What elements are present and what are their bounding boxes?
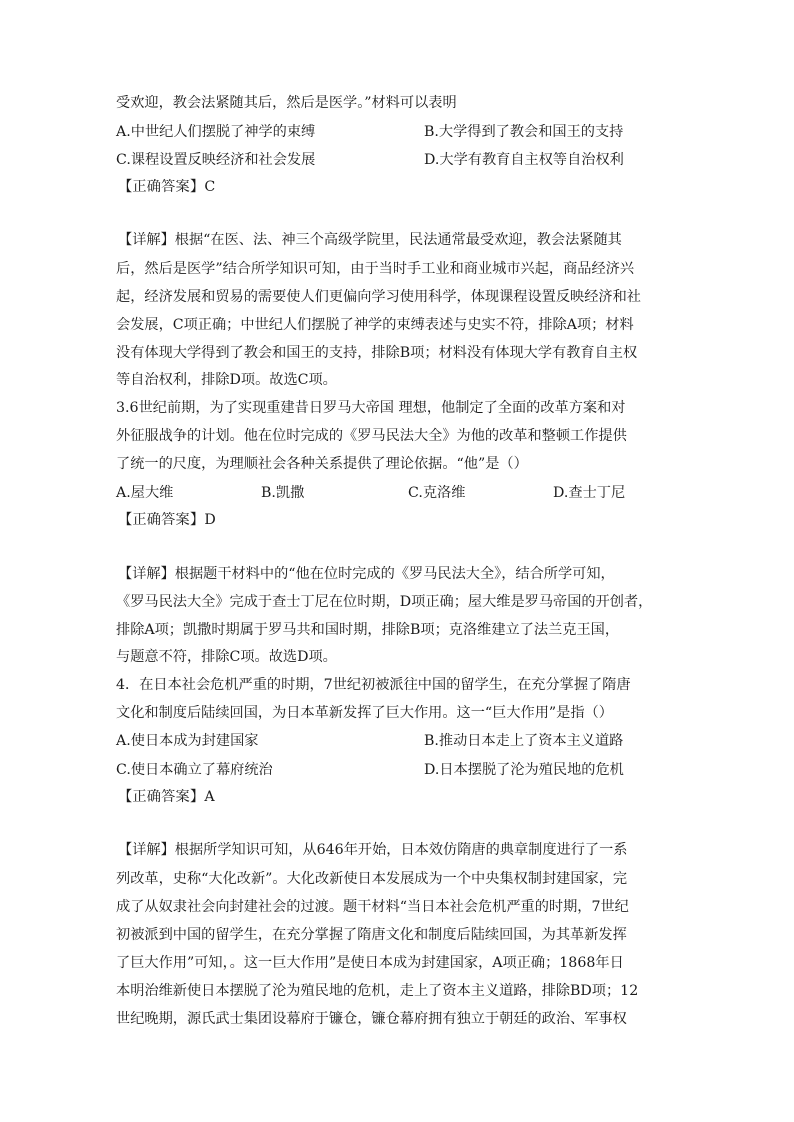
q4-option-a[interactable]: A.使日本成为封建国家 (116, 733, 259, 749)
q4-explanation-line: 列改革，史称“大化改新”。大化改新使日本发展成为一个中央集权制封建国家，完 (116, 871, 628, 887)
q2-explanation-line: 没有体现大学得到了教会和国王的支持，排除B项；材料没有体现大学有教育自主权 (116, 345, 638, 361)
q3-explanation-line: 【详解】根据题干材料中的“他在位时完成的《罗马民法大全》，结合所学可知， (118, 566, 615, 582)
q3-stem-line: 了统一的尺度，为理顺社会各种关系提供了理论依据。“他”是（） (116, 456, 528, 472)
q3-option-b[interactable]: B.凯撒 (261, 485, 305, 501)
q4-explanation-line: 成了从奴隶社会向封建社会的过渡。题干材料“当日本社会危机严重的时期，7世纪 (116, 899, 629, 915)
q4-explanation-line: 了巨大作用”可知，。这一巨大作用”是使日本成为封建国家，A项正确；1868年日 (116, 955, 624, 971)
q4-answer: 【正确答案】A (118, 789, 215, 805)
q4-option-d[interactable]: D.日本摆脱了沦为殖民地的危机 (424, 762, 624, 778)
q2-explanation-line: 会发展，C项正确；中世纪人们摆脱了神学的束缚表述与史实不符，排除A项；材料 (116, 317, 634, 333)
q2-explanation-line: 后，然后是医学”结合所学知识可知，由于当时手工业和商业城市兴起，商品经济兴 (116, 261, 635, 277)
q2-answer: 【正确答案】C (118, 179, 216, 195)
q3-option-a[interactable]: A.屋大维 (116, 485, 174, 501)
q3-stem-line: 外征服战争的计划。他在位时完成的《罗马民法大全》为他的改革和整顿工作提供 (116, 428, 627, 444)
q3-stem-line: 3.6世纪前期，为了实现重建昔日罗马大帝国 理想，他制定了全面的改革方案和对 (116, 400, 626, 416)
q4-explanation-line: 世纪晚期，源氏武士集团设幕府于镰仓，镰仓幕府拥有独立于朝廷的政治、军事权 (116, 1011, 627, 1027)
q3-answer: 【正确答案】D (118, 512, 216, 528)
q3-explanation-line: 《罗马民法大全》完成于查士丁尼在位时期，D项正确；屋大维是罗马帝国的开创者， (116, 594, 653, 610)
q2-option-b[interactable]: B.大学得到了教会和国王的支持 (424, 124, 624, 140)
q4-explanation-line: 初被派到中国的留学生，在充分掌握了隋唐文化和制度后陆续回国，为其革新发挥 (116, 927, 627, 943)
q4-stem-line: 4．在日本社会危机严重的时期，7世纪初被派往中国的留学生，在充分掌握了隋唐 (116, 677, 631, 693)
q3-option-c[interactable]: C.克洛维 (408, 485, 466, 501)
q4-option-b[interactable]: B.推动日本走上了资本主义道路 (424, 733, 624, 749)
q2-stem-tail: 受欢迎，教会法紧随其后，然后是医学。”材料可以表明 (116, 95, 457, 111)
q3-explanation-line: 排除A项；凯撒时期属于罗马共和国时期，排除B项；克洛维建立了法兰克王国， (116, 622, 620, 638)
q3-option-d[interactable]: D.查士丁尼 (553, 485, 626, 501)
q3-explanation-line: 与题意不符，排除C项。故选D项。 (116, 649, 337, 665)
q4-option-c[interactable]: C.使日本确立了幕府统治 (116, 762, 273, 778)
q2-explanation-line: 起，经济发展和贸易的需要使人们更偏向学习使用科学，体现课程设置反映经济和社 (116, 289, 641, 305)
q4-explanation-line: 【详解】根据所学知识可知，从646年开始，日本效仿隋唐的典章制度进行了一系 (118, 842, 628, 858)
q2-explanation-line: 【详解】根据“在医、法、神三个高级学院里，民法通常最受欢迎，教会法紧随其 (118, 232, 622, 248)
q2-option-a[interactable]: A.中世纪人们摆脱了神学的束缚 (116, 124, 316, 140)
q2-option-c[interactable]: C.课程设置反映经济和社会发展 (116, 152, 316, 168)
q2-explanation-line: 等自治权利，排除D项。故选C项。 (116, 372, 337, 388)
q4-stem-line: 文化和制度后陆续回国，为日本革新发挥了巨大作用。这一“巨大作用”是指（） (116, 705, 613, 721)
q2-option-d[interactable]: D.大学有教育自主权等自治权利 (424, 152, 624, 168)
q4-explanation-line: 本明治维新使日本摆脱了沦为殖民地的危机，走上了资本主义道路，排除BD项；12 (116, 983, 639, 999)
